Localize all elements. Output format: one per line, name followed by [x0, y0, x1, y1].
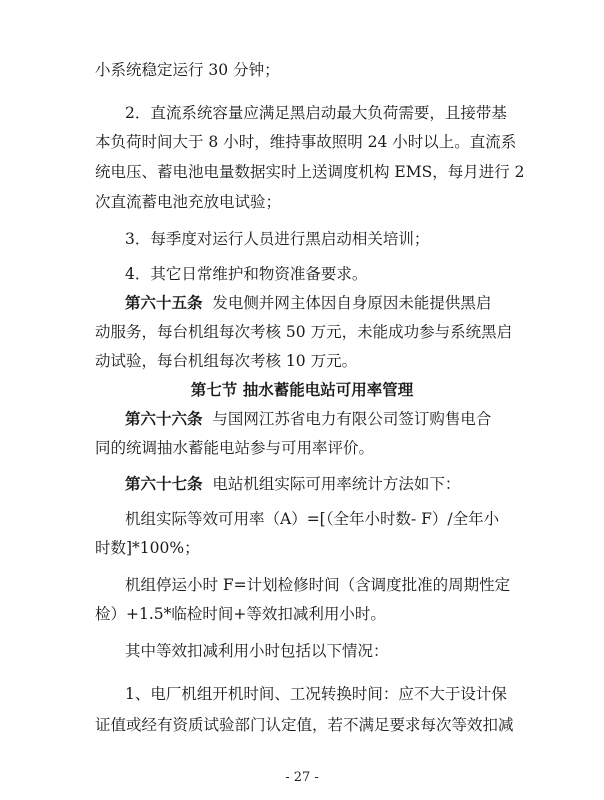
page-number: - 27 - [285, 770, 319, 785]
text-line: 动服务，每台机组每次考核 50 万元，未能成功参与系统黑启 [95, 323, 513, 341]
text-line: 机组停运小时 F=计划检修时间（含调度批准的周期性定 [125, 576, 511, 594]
text-line: 机组实际等效可用率（A）=[（全年小时数- F）/全年小 [125, 510, 500, 528]
text-line: 本负荷时间大于 8 小时，维持事故照明 24 小时以上。直流系 [95, 133, 517, 151]
text-line: 3．每季度对运行人员进行黑启动相关培训； [125, 230, 430, 248]
text-line: 第六十五条 发电侧并网主体因自身原因未能提供黑启 [125, 293, 492, 312]
text-line: 统电压、蓄电池电量数据实时上送调度机构 EMS，每月进行 2 [95, 163, 525, 181]
text-line: 第六十七条 电站机组实际可用率统计方法如下： [125, 474, 461, 493]
text-line: 1、电厂机组开机时间、工况转换时间：应不大于设计保 [125, 685, 507, 703]
text-line: 次直流蓄电池充放电试验； [95, 193, 282, 211]
text-line: 2．直流系统容量应满足黑启动最大负荷需要，且接带基 [125, 104, 507, 122]
text-line: 时数]*100%； [95, 539, 200, 557]
text-line: 其中等效扣减利用小时包括以下情况： [125, 642, 389, 660]
text-line: 4．其它日常维护和物资准备要求。 [125, 265, 368, 283]
article-number: 第六十六条 [125, 409, 203, 428]
section-heading: 第七节 抽水蓄能电站可用率管理 [190, 380, 414, 399]
text-line: 检）+1.5*临检时间+等效扣减利用小时。 [95, 605, 386, 623]
text-line: 同的统调抽水蓄能电站参与可用率评价。 [95, 439, 375, 457]
article-number: 第六十五条 [125, 293, 203, 312]
text-line: 证值或经有资质试验部门认定值，若不满足要求每次等效扣减 [95, 716, 514, 734]
text-line: 第六十六条 与国网江苏省电力有限公司签订购售电合 [125, 409, 492, 428]
text-line: 动试验，每台机组每次考核 10 万元。 [95, 352, 358, 370]
text-line: 小系统稳定运行 30 分钟； [95, 61, 280, 79]
article-number: 第六十七条 [125, 474, 203, 493]
